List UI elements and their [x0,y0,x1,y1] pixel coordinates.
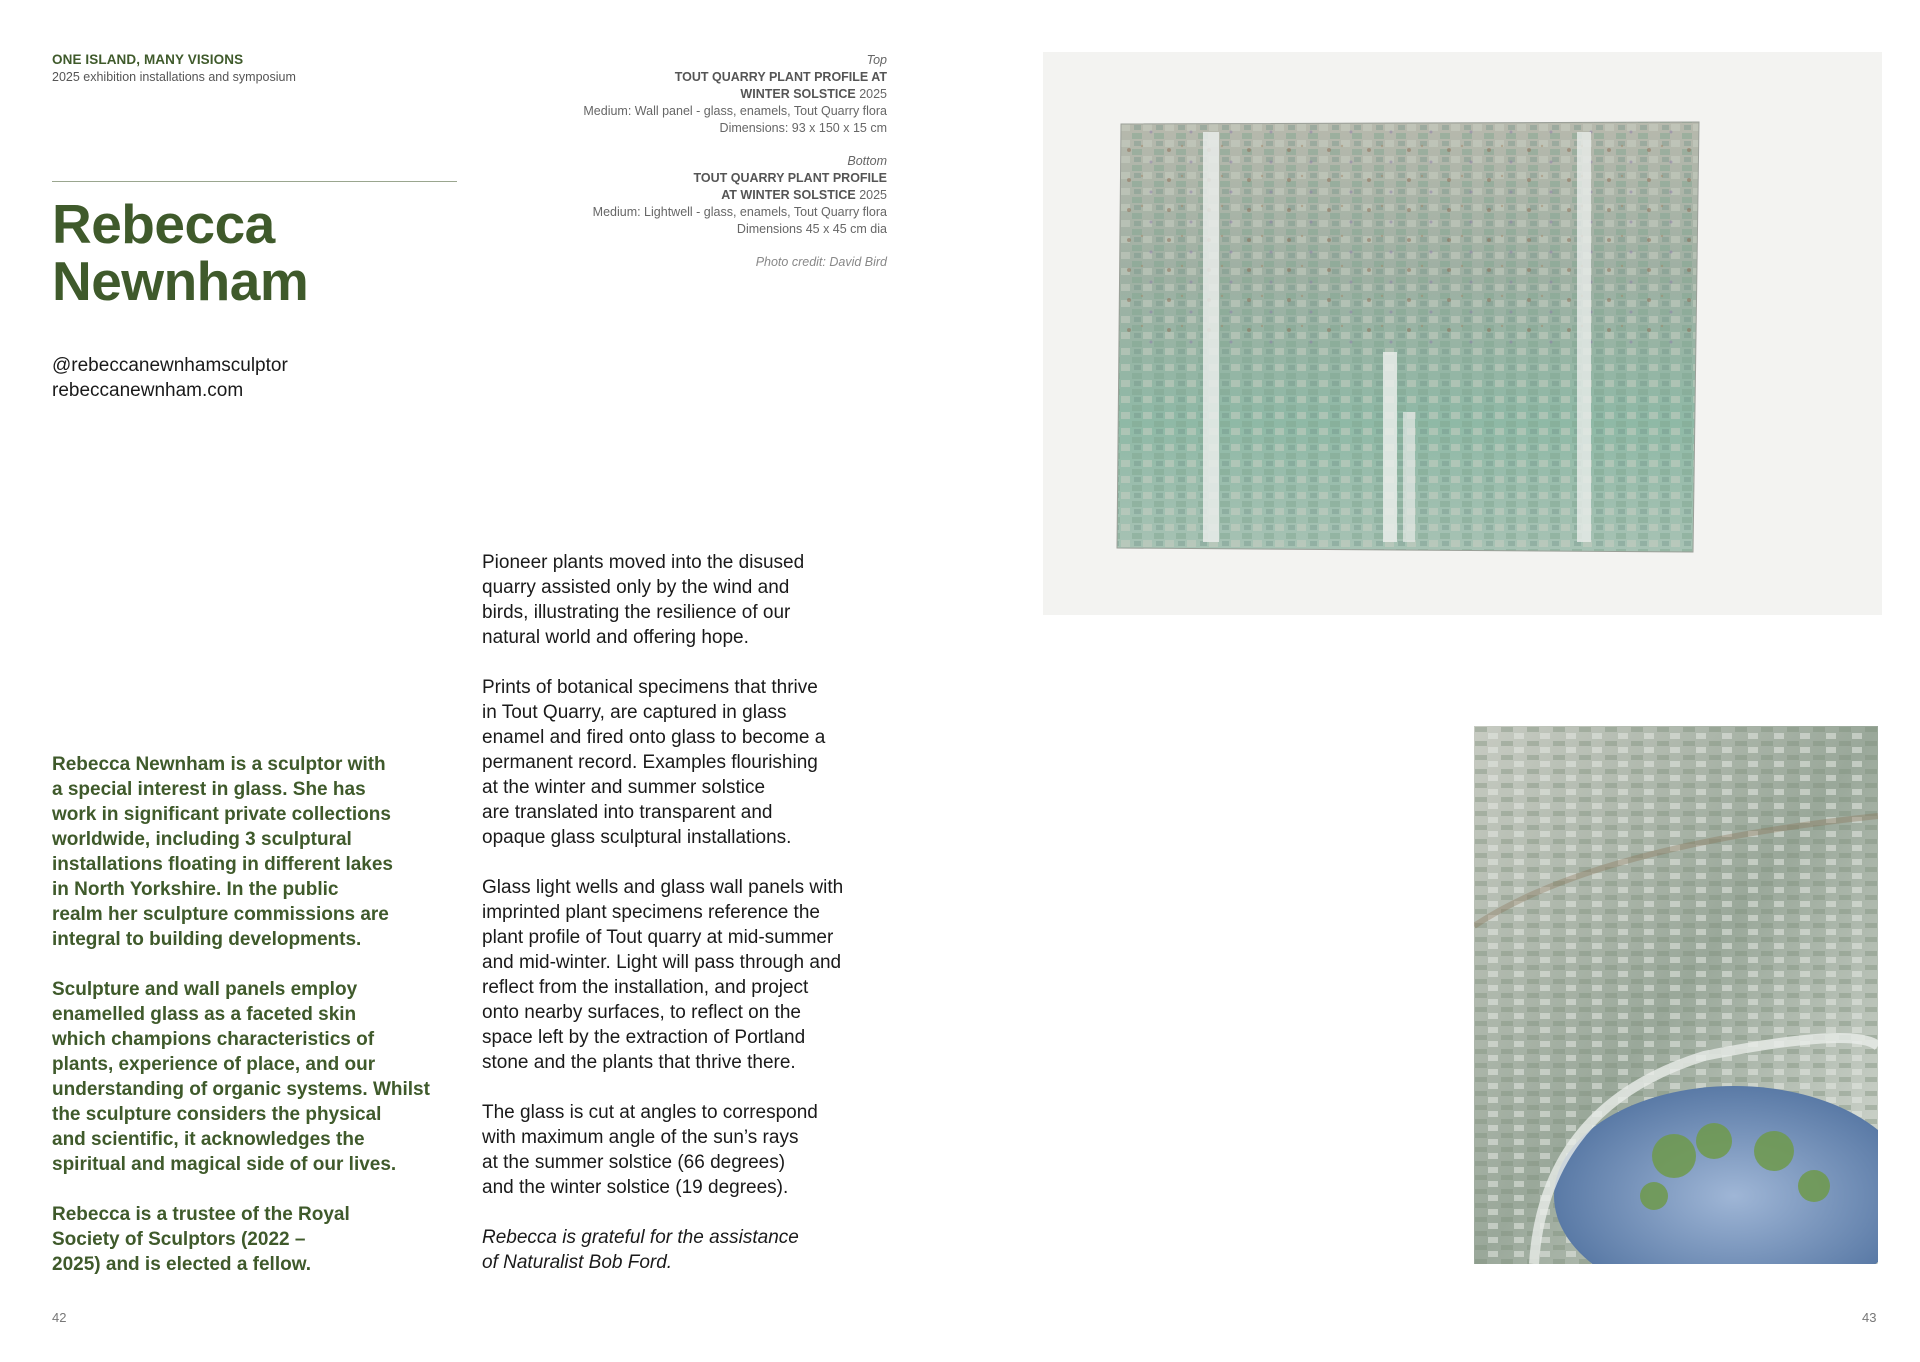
lightwell-photo [1474,726,1878,1264]
caption-top-title-line1: TOUT QUARRY PLANT PROFILE AT [674,70,887,84]
caption-top-title-line2-row [480,86,887,103]
lightwell-artwork [1474,726,1878,1264]
bio-paragraph-1: Rebecca Newnham is a sculptor with a special interest in glass. She has work in significant private collections worldwide, including 3 sculptural installations floating in different lakes in North Yorkshire. In the public realm her sculpture commissions are integral to building developments. [52,754,393,950]
caption-top-medium: Medium: Wall panel - glass, enamels, Tout Quarry flora [583,104,887,118]
artwork-description [482,550,902,1300]
wall-panel-photo [1043,52,1882,615]
bio-paragraph-3: Rebecca is a trustee of the Royal Society of Sculptors (2022 – 2025) and is elected a fellow. [52,1204,350,1275]
page-number-left: 42 [52,1310,67,1325]
bio-paragraph-2: Sculpture and wall panels employ enamelled glass as a faceted skin which champions characteristics of plants, experience of place, and our understanding of organic systems. Whilst the sculpture considers the physical and scientific, it acknowledges the spiritual and magical side of our lives. [52,979,430,1175]
publication-title: ONE ISLAND, MANY VISIONS [52,52,244,67]
caption-top-label: Top [866,53,887,67]
caption-bottom-title-line2: AT WINTER SOLSTICE [721,188,856,202]
page-number-right: 43 [1862,1310,1877,1325]
panel-body [1117,122,1699,552]
artist-contact [52,353,288,403]
instagram-handle-link[interactable]: @rebeccanewnhamsculptor [52,355,288,376]
caption-bottom [480,153,887,238]
caption-bottom-label: Bottom [847,154,887,168]
publication-subtitle: 2025 exhibition installations and symposium [52,70,296,84]
body-paragraph-2: Prints of botanical specimens that thrive in Tout Quarry, are captured in glass enamel and fired onto glass to become a permanent record. Examples flourishing at the winter and summer solstice are translated into transparent and opaque glass sculptural installations. [482,677,826,848]
caption-top-dimensions: Dimensions: 93 x 150 x 15 cm [719,121,887,135]
wall-panel-artwork [1043,52,1882,615]
photo-credit: Photo credit: David Bird [755,255,887,269]
caption-bottom-medium: Medium: Lightwell - glass, enamels, Tout Quarry flora [592,205,887,219]
caption-bottom-year: 2025 [859,188,887,202]
caption-bottom-dimensions: Dimensions 45 x 45 cm dia [736,222,887,236]
caption-bottom-title-line1: TOUT QUARRY PLANT PROFILE [693,171,887,185]
caption-bottom-title-line2-row [480,187,887,204]
caption-top-year: 2025 [859,87,887,101]
caption-top-title-line2: WINTER SOLSTICE [740,87,856,101]
artist-first-name: Rebecca [52,193,275,255]
website-link[interactable]: rebeccanewnham.com [52,380,244,401]
artist-last-name: Newnham [52,250,309,312]
divider-rule [52,181,457,182]
artist-bio [52,752,462,1302]
image-captions [480,52,887,271]
body-paragraph-3: Glass light wells and glass wall panels with imprinted plant specimens reference the plant profile of Tout quarry at mid-summer and mid-winter. Light will pass through and reflect from the installation, and project onto nearby surfaces, to reflect on the space left by the extraction of Portland stone and the plants that thrive there. [482,877,844,1073]
body-paragraph-1: Pioneer plants moved into the disused quarry assisted only by the wind and birds, illustrating the resilience of our natural world and offering hope. [482,552,805,648]
body-paragraph-4: The glass is cut at angles to correspond with maximum angle of the sun’s rays at the summer solstice (66 degrees) and the winter solstice (19 degrees). [482,1102,818,1198]
acknowledgement: Rebecca is grateful for the assistance of Naturalist Bob Ford. [482,1227,799,1273]
caption-top [480,52,887,137]
artist-name [52,193,309,312]
